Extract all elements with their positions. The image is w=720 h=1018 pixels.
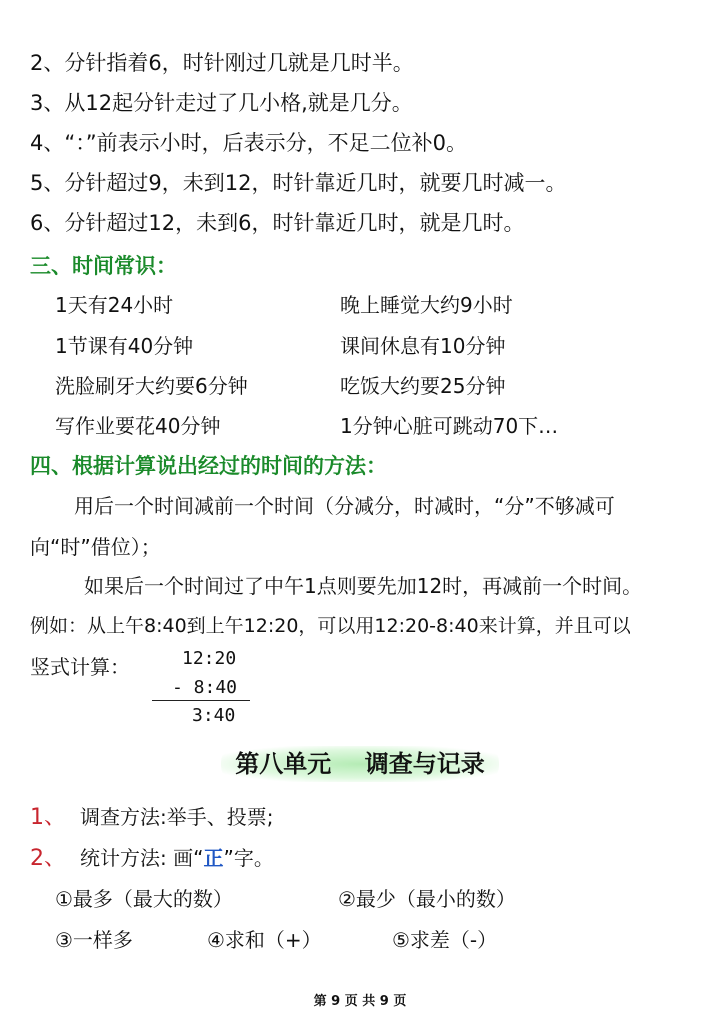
calc-result: 3:40: [192, 705, 236, 726]
method-para1-line2: 向“时”借位）；: [30, 535, 161, 559]
page-footer: 第 9 页 共 9 页: [313, 994, 407, 1009]
option-least: ②最少（最小的数）: [338, 887, 516, 911]
fact-left-1: 1天有24小时: [55, 293, 174, 317]
fact-right-1: 晚上睡觉大约9小时: [340, 293, 513, 317]
item2-quote-close: ”: [223, 846, 234, 870]
section4-heading: 四、根据计算说出经过的时间的方法：: [30, 454, 387, 478]
item2-prefix: 统计方法: 画: [80, 846, 194, 870]
calc-divider: [152, 700, 250, 701]
unit8-item2: [30, 848, 274, 870]
method-para2-line3: 竖式计算：: [30, 655, 130, 679]
item2-number: 2、: [30, 846, 66, 871]
rule-5: 5、分针超过9，未到12，时针靠近几时，就要几时减一。: [30, 171, 567, 195]
item2-suffix: 字。: [233, 846, 274, 870]
item1-number: 1、: [30, 805, 66, 830]
fact-right-2: 课间休息有10分钟: [340, 334, 506, 358]
option-difference: ⑤求差（-）: [392, 928, 498, 952]
rule-2: 2、分针指着6，时针刚过几就是几时半。: [30, 51, 414, 75]
option-sum: ④求和（+）: [207, 928, 322, 952]
fact-left-3: 洗脸刷牙大约要6分钟: [55, 374, 248, 398]
rule-4: 4、“：”前表示小时，后表示分，不足二位补0。: [30, 131, 467, 155]
fact-right-3: 吃饭大约要25分钟: [340, 374, 506, 398]
calc-subtrahend: - 8:40: [172, 677, 238, 698]
option-most: ①最多（最大的数）: [55, 887, 233, 911]
fact-right-4: 1分钟心脏可跳动70下…: [340, 414, 559, 438]
fact-left-2: 1节课有40分钟: [55, 334, 194, 358]
unit8-title-text: 第八单元 调查与记录: [221, 746, 498, 782]
item1-text: 调查方法:举手、投票;: [80, 805, 274, 829]
section3-heading: 三、时间常识：: [30, 254, 177, 278]
fact-left-4: 写作业要花40分钟: [55, 414, 221, 438]
unit8-item1: [30, 807, 273, 829]
zheng-character: 正: [203, 846, 224, 870]
method-para2-line1: 如果后一个时间过了中午1点则要先加12时，再减前一个时间。: [84, 574, 643, 598]
item2-quote-open: “: [193, 846, 204, 870]
method-para2-line2: 例如：从上午8:40到上午12:20，可以用12:20-8:40来计算，并且可以: [30, 615, 631, 637]
rule-3: 3、从12起分针走过了几小格,就是几分。: [30, 91, 413, 115]
unit8-title: [0, 752, 720, 776]
method-para1-line1: 用后一个时间减前一个时间（分减分，时减时，“分”不够减可: [74, 494, 615, 518]
rule-6: 6、分针超过12，未到6，时针靠近几时，就是几时。: [30, 211, 525, 235]
calc-minuend: 12:20: [182, 648, 237, 669]
option-equal: ③一样多: [55, 928, 133, 952]
